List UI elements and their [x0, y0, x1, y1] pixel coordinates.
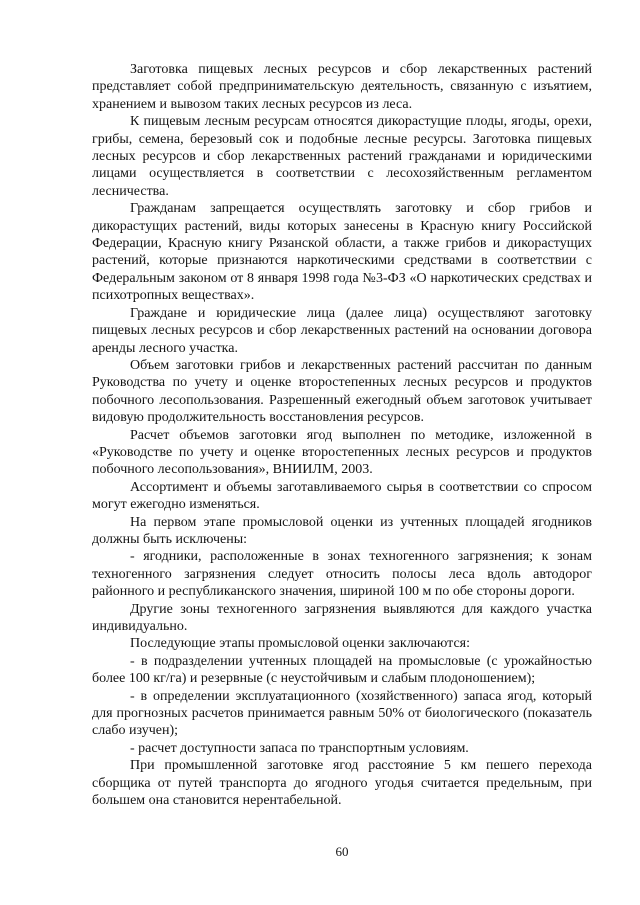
paragraph: Граждане и юридические лица (далее лица) осуществляют заготовку пищевых лесных ресурсов и сбор лекарственных растений на основании договора аренды лесного участка. [92, 305, 592, 356]
paragraph: При промышленной заготовке ягод расстояние 5 км пешего перехода сборщика от путей транспорта до ягодного угодья считается предельным, при большем она становится нерентабельной. [92, 758, 592, 809]
paragraph: Расчет объемов заготовки ягод выполнен по методике, изложенной в «Руководстве по учету и оценке второстепенных лесных ресурсов и продуктов побочного лесопользования», ВНИИЛМ, 2003. [92, 427, 592, 478]
list-item: - расчет доступности запаса по транспортным условиям. [130, 740, 469, 756]
paragraph: Гражданам запрещается осуществлять заготовку и сбор грибов и дикорастущих растений, виды которых занесены в Красную книгу Российской Федерации, Красную книгу Рязанской области, а также грибов и дикорастущих растений, которые признаются наркотическими средствами в соответствии с Федеральным законом от 8 января 1998 года №3-ФЗ «О наркотических средствах и психотропных веществах». [92, 201, 592, 304]
document-body [92, 61, 592, 809]
paragraph: К пищевым лесным ресурсам относятся дикорастущие плоды, ягоды, орехи, грибы, семена, березовый сок и подобные лесные ресурсы. Заготовка пищевых лесных ресурсов и сбор лекарственных растений гражданами и юридическими лицами осуществляется в соответствии с лесохозяйственным регламентом лесничества. [92, 114, 592, 199]
list-item: - в определении эксплуатационного (хозяйственного) запаса ягод, который для прогнозных расчетов принимается равным 50% от биологического (показатель слабо изучен); [92, 688, 592, 739]
list-item: - ягодники, расположенные в зонах техногенного загрязнения; к зонам техногенного загрязнения следует относить полосы леса вдоль автодорог районного и республиканского значения, шириной 100 м по обе стороны дороги. [92, 549, 592, 600]
paragraph: Ассортимент и объемы заготавливаемого сырья в соответствии со спросом могут ежегодно изменяться. [92, 479, 592, 513]
list-item: - в подразделении учтенных площадей на промысловые (с урожайностью более 100 кг/га) и резервные (с неустойчивым и слабым плодоношением); [92, 653, 592, 687]
paragraph: Заготовка пищевых лесных ресурсов и сбор лекарственных растений представляет собой предпринимательскую деятельность, связанную с изъятием, хранением и вывозом таких лесных ресурсов из леса. [92, 62, 592, 112]
paragraph: Объем заготовки грибов и лекарственных растений рассчитан по данным Руководства по учету и оценке второстепенных лесных ресурсов и продуктов побочного лесопользования. Разрешенный ежегодный объем заготовок учитывает видовую продолжительность восстановления ресурсов. [92, 357, 592, 426]
paragraph: Другие зоны техногенного загрязнения выявляются для каждого участка индивидуально. [92, 601, 592, 634]
page-number: 60 [335, 844, 349, 859]
paragraph: Последующие этапы промысловой оценки заключаются: [130, 636, 470, 652]
paragraph: На первом этапе промысловой оценки из учтенных площадей ягодников должны быть исключены: [92, 514, 592, 547]
